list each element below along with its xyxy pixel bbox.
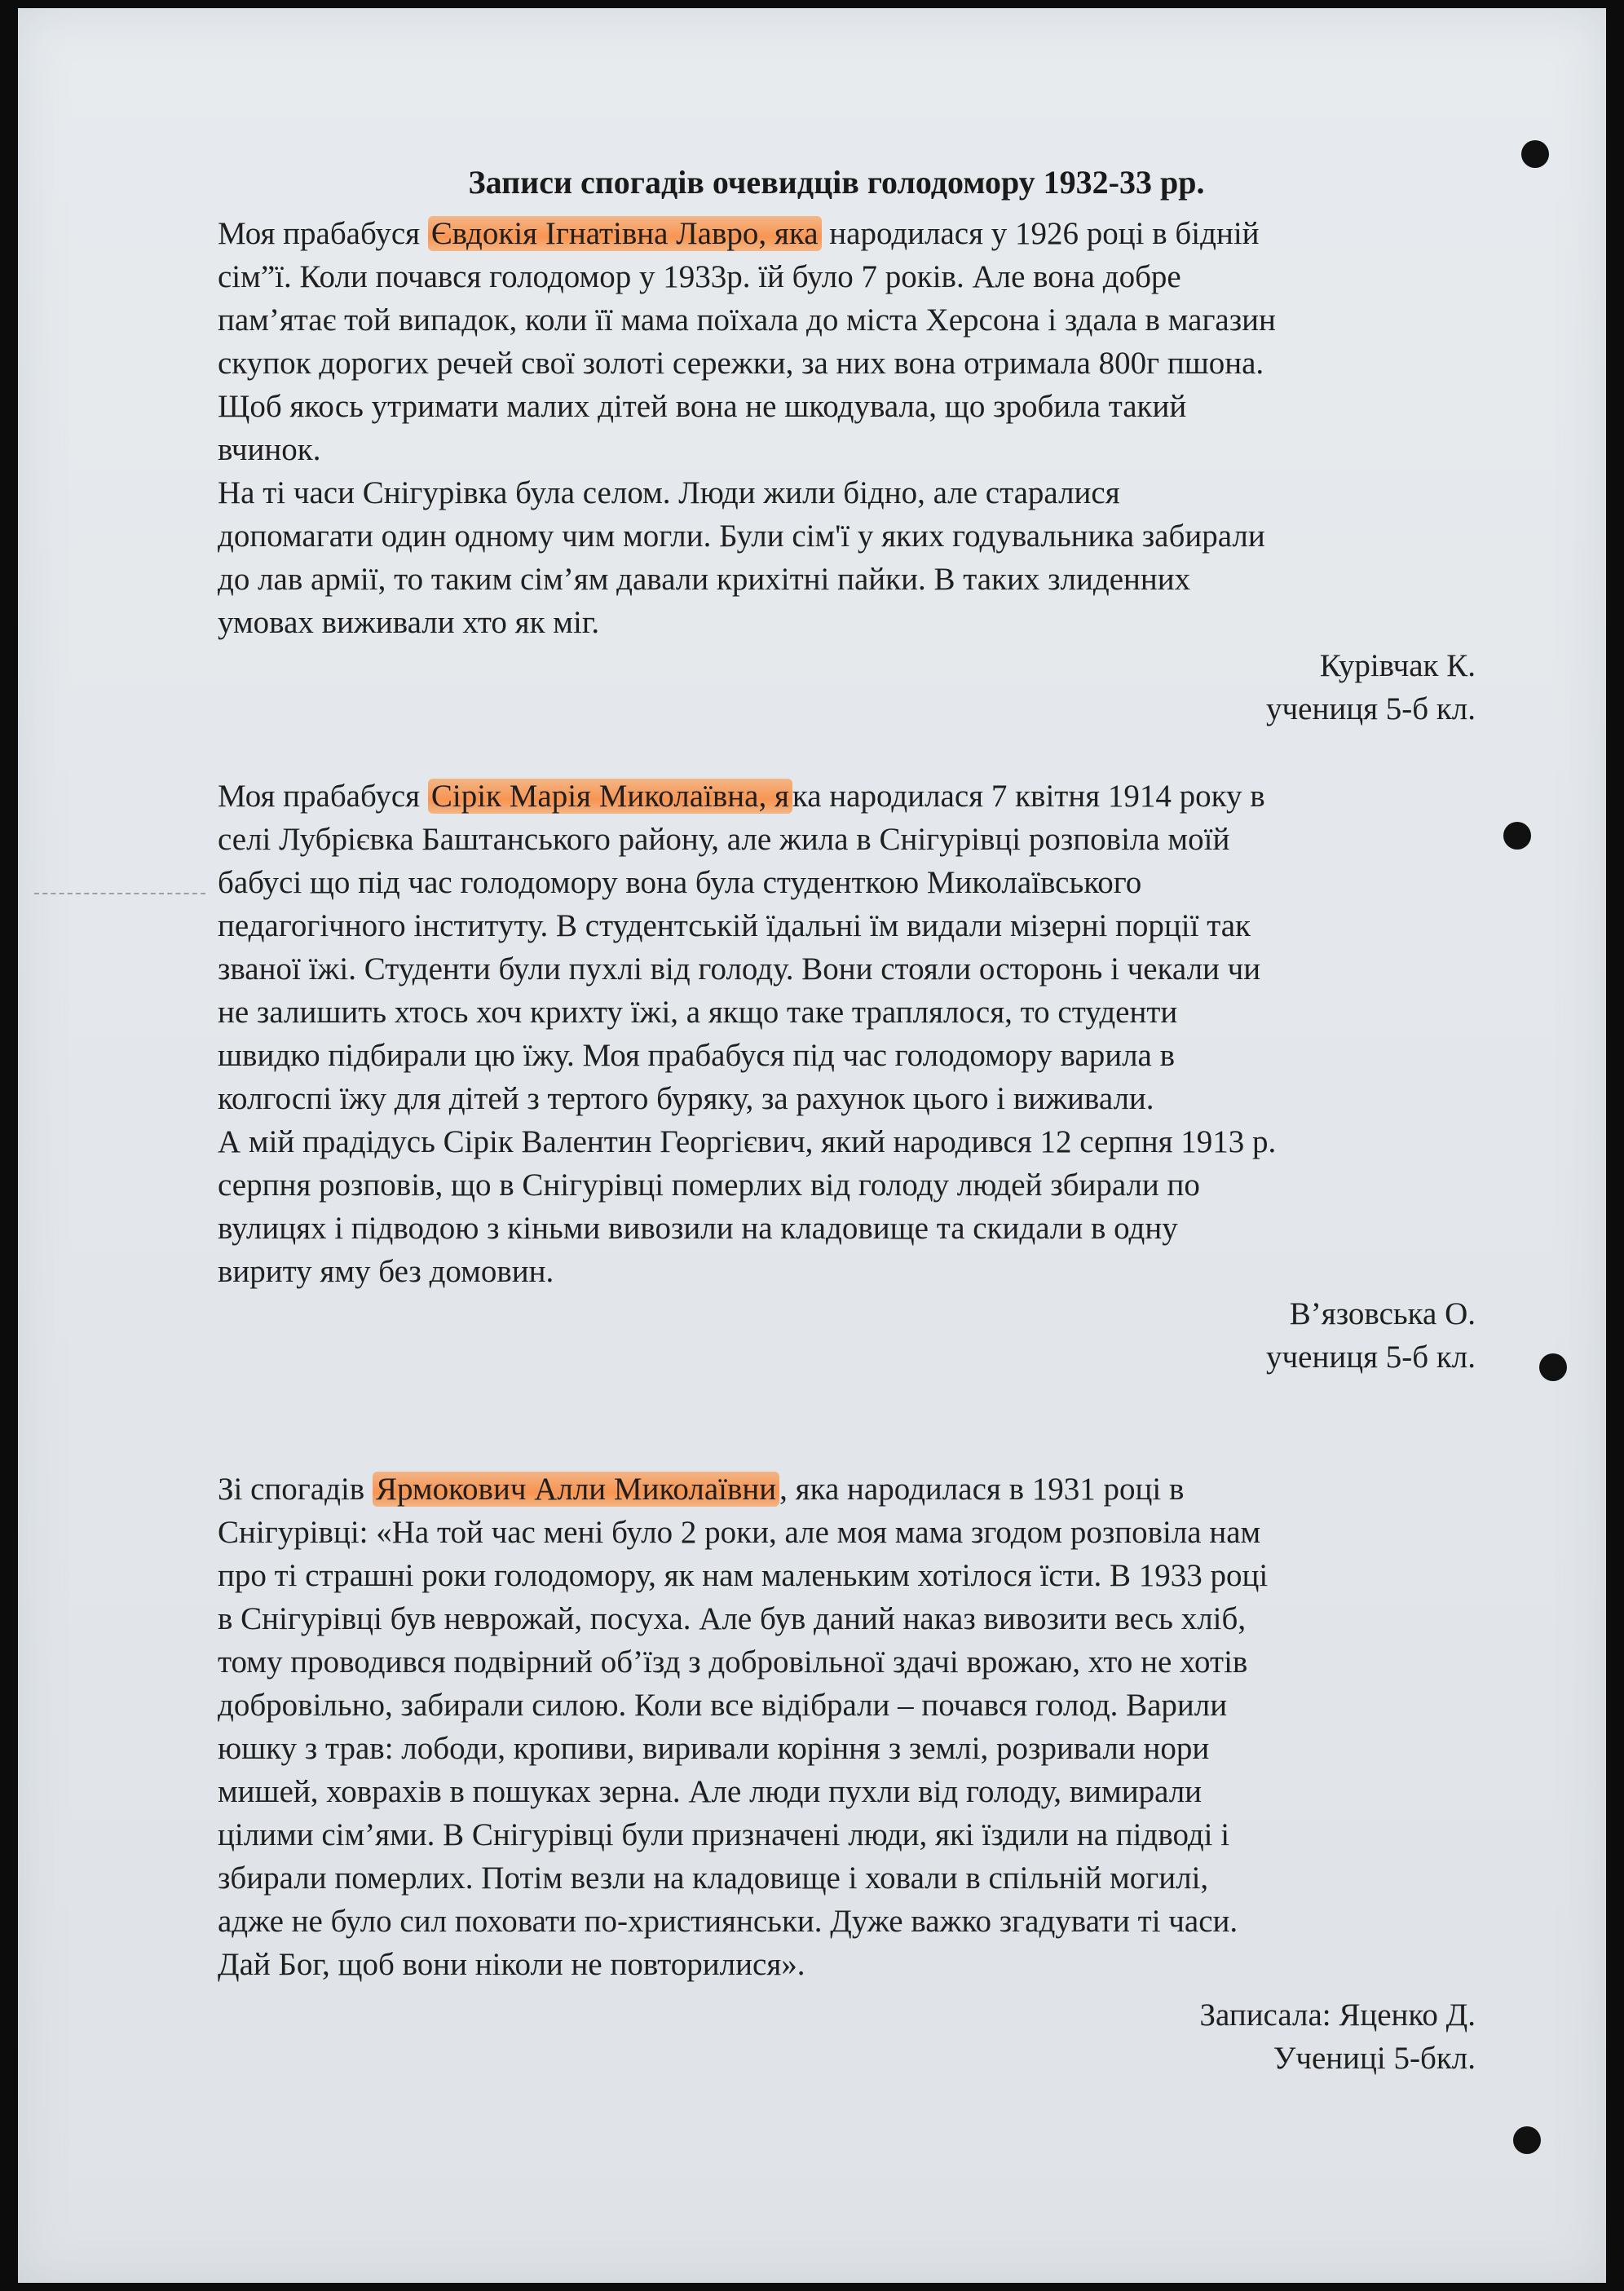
text-line: Моя прабабуся Євдокія Ігнатівна Лавро, яка народилася у 1926 році в бідній	[218, 216, 1260, 251]
text-line: вчинок.	[218, 432, 321, 467]
memoir-paragraph-1	[218, 212, 1522, 644]
text-line: Дай Бог, щоб вони ніколи не повторилися».	[218, 1947, 805, 1982]
text-line: швидко підбирали цю їжу. Моя прабабуся під час голодомору варила в	[218, 1038, 1176, 1073]
text-line: серпня розповів, що в Снігурівці померлих від голоду людей збирали по	[218, 1168, 1200, 1203]
text-line: цілими сім’ями. В Снігурівці були призначені люди, які їздили на підводі і	[218, 1817, 1230, 1852]
document-title: Записи спогадів очевидців голодомору 1932-33 рр.	[468, 164, 1205, 201]
text-line: сім”ї. Коли почався голодомор у 1933р. їй було 7 років. Але вона добре	[218, 259, 1181, 294]
punch-hole	[1521, 140, 1549, 168]
text-line: Моя прабабуся Сірік Марія Миколаївна, я ка народилася 7 квітня 1914 року в	[218, 779, 1265, 814]
signature-class: учениця 5-б кл.	[1266, 1340, 1476, 1375]
text-line: в Снігурівці був неврожай, посуха. Але був даний наказ вивозити весь хліб,	[218, 1601, 1247, 1636]
memoir-paragraph-3	[218, 1468, 1522, 1986]
signature-class: учениця 5-б кл.	[1266, 691, 1476, 726]
text-line: тому проводився подвірний об’їзд з добровільної здачі врожаю, хто не хотів	[218, 1644, 1248, 1680]
text-line: званої їжі. Студенти були пухлі від голоду. Вони стояли осторонь і чекали чи	[218, 951, 1261, 987]
highlighted-name: Ярмокович Алли Миколаївни	[373, 1472, 779, 1507]
text-line: не залишить хтось хоч крихту їжі, а якщо таке траплялося, то студенти	[218, 995, 1178, 1030]
text-line: до лав армії, то таким сім’ям давали крихітні пайки. В таких злиденних	[218, 562, 1191, 597]
text-line: адже не було сил поховати по-християнськи. Дуже важко згадувати ті часи.	[218, 1904, 1238, 1939]
text-line: про ті страшні роки голодомору, як нам маленьким хотілося їсти. В 1933 році	[218, 1558, 1269, 1593]
signature-author: В’язовська О.	[1289, 1296, 1476, 1331]
text-line: педагогічного інституту. В студентській їдальні їм видали мізерні порції так	[218, 908, 1251, 943]
text-line: вириту яму без домовин.	[218, 1254, 554, 1289]
highlighted-name: Євдокія Ігнатівна Лавро, яка	[428, 216, 822, 251]
text-line: пам’ятає той випадок, коли її мама поїхала до міста Херсона і здала в магазин	[218, 302, 1276, 338]
punch-hole	[1503, 822, 1531, 850]
text-line: Снігурівці: «На той час мені було 2 роки, але моя мама згодом розповіла нам	[218, 1515, 1261, 1550]
text-line: вулицях і підводою з кіньми вивозили на кладовище та скидали в одну	[218, 1211, 1178, 1246]
highlighted-name: Сірік Марія Миколаївна, я	[428, 779, 792, 814]
signature-class: Учениці 5-бкл.	[1273, 2041, 1476, 2076]
signature-author: Записала: Яценко Д.	[1199, 1997, 1476, 2033]
signature-block-3	[1199, 1993, 1476, 2080]
paper-sheet	[18, 8, 1606, 2283]
text-line: На ті часи Снігурівка була селом. Люди жили бідно, але старалися	[218, 475, 1120, 510]
signature-author: Курівчак К.	[1319, 648, 1476, 683]
signature-block-1	[1266, 644, 1476, 731]
text-line: А мій прадідусь Сірік Валентин Георгієвич, який народився 12 серпня 1913 р.	[218, 1124, 1277, 1159]
text-line: бабусі що під час голодомору вона була студенткою Миколаївського	[218, 865, 1142, 900]
text-line: колгоспі їжу для дітей з тертого буряку, за рахунок цього і виживали.	[218, 1081, 1154, 1116]
text-line: збирали померлих. Потім везли на кладовище і ховали в спільній могилі,	[218, 1861, 1209, 1896]
signature-block-2	[1266, 1292, 1476, 1379]
text-line: Щоб якось утримати малих дітей вона не шкодувала, що зробила такий	[218, 389, 1187, 424]
text-line: допомагати один одному чим могли. Були сім'ї у яких годувальника забирали	[218, 519, 1265, 554]
text-line: юшку з трав: лободи, кропиви, виривали коріння з землі, розривали нори	[218, 1731, 1210, 1766]
punch-hole	[1513, 2126, 1541, 2154]
text-line: мишей, ховрахів в пошуках зерна. Але люди пухли від голоду, вимирали	[218, 1774, 1203, 1809]
text-line: Зі спогадів Ярмокович Алли Миколаївни , яка народилася в 1931 році в	[218, 1472, 1185, 1507]
scan-artifact-line	[34, 893, 205, 894]
text-line: добровільно, забирали силою. Коли все відібрали – почався голод. Варили	[218, 1688, 1228, 1723]
text-line: скупок дорогих речей свої золоті сережки, за них вона отримала 800г пшона.	[218, 346, 1264, 381]
memoir-paragraph-2	[218, 775, 1522, 1293]
punch-hole	[1539, 1353, 1567, 1381]
text-line: умовах виживали хто як міг.	[218, 605, 600, 640]
text-line: селі Лубрієвка Баштанського району, але жила в Снігурівці розповіла моїй	[218, 822, 1230, 857]
